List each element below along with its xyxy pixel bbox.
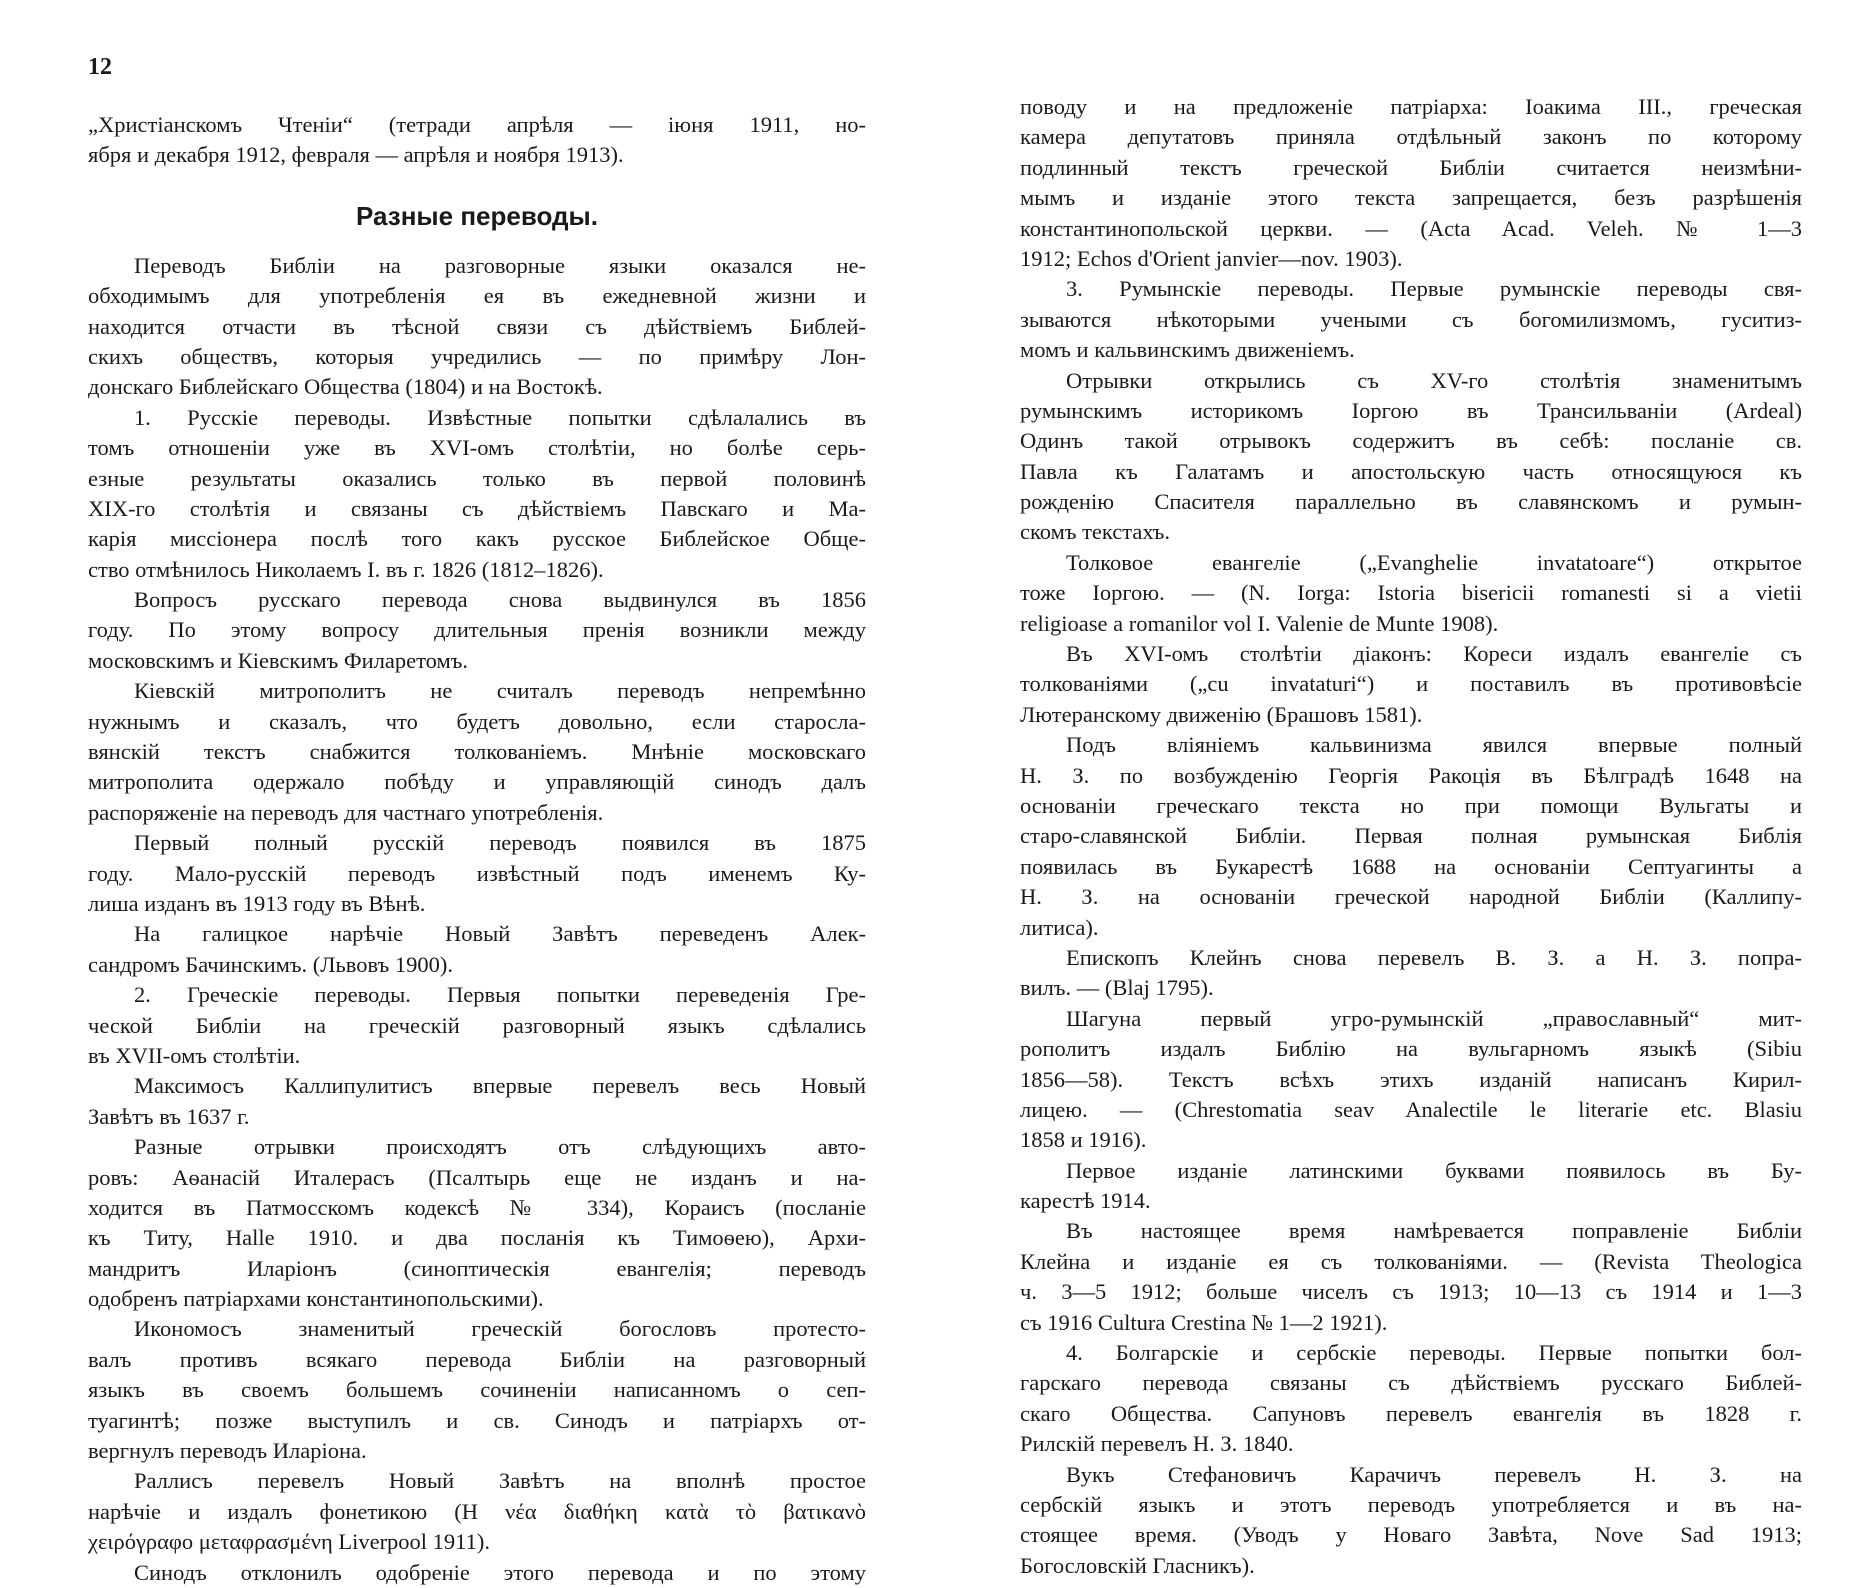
text-line: скаго Общества. Сапуновъ перевелъ евангелія въ 1828 г. <box>1020 1400 1802 1426</box>
text-line: старо-славянской Библіи. Первая полная румынская Библія <box>1020 823 1802 849</box>
text-line: Отрывки открылись съ XV-го столѣтія знаменитымъ <box>1066 367 1802 393</box>
text-line: подлинный текстъ греческой Библіи считается неизмѣни- <box>1020 154 1802 180</box>
right-text-block <box>1000 92 1800 1581</box>
text-line: толкованіями („cu invataturi“) и поставилъ въ противовѣсіе <box>1020 671 1802 697</box>
text-line: religioase a romanilor vol I. Valenie de Munte 1908). <box>1020 610 1499 636</box>
text-line: Максимосъ Каллипулитисъ впервые перевелъ весь Новый <box>134 1073 866 1099</box>
text-line: ровъ: Аѳанасій Италерасъ (Псалтырь еще не изданъ и на- <box>88 1164 866 1190</box>
text-line: Кіевскій митрополитъ не считалъ переводъ непремѣнно <box>134 678 866 704</box>
text-line: Раллисъ перевелъ Новый Завѣтъ на вполнѣ простое <box>134 1468 866 1494</box>
text-line: туагинтѣ; позже выступилъ и св. Синодъ и патріархъ от- <box>88 1407 866 1433</box>
left-page <box>0 0 900 1585</box>
text-line: Шагуна первый угро-румынскій „православный“ мит- <box>1066 1005 1802 1031</box>
text-line: въ XVII-омъ столѣтіи. <box>88 1042 301 1068</box>
text-line: сербскій языкъ и этотъ переводъ употребляется и въ на- <box>1020 1491 1802 1517</box>
text-line: Подъ вліяніемъ кальвинизма явился впервые полный <box>1066 732 1802 758</box>
text-line: Завѣтъ въ 1637 г. <box>88 1103 250 1129</box>
text-line: скихъ обществъ, которыя учредились — по примѣру Лон- <box>88 343 866 369</box>
text-line: рожденію Спасителя параллельно въ славянскомъ и румын- <box>1020 489 1802 515</box>
text-line: нарѣчіе и издалъ фонетикою (Η νέα διαθήκη κατὰ τὸ βατικανὸ <box>88 1498 866 1524</box>
text-line: ство отмѣнилось Николаемъ I. въ г. 1826 (1812–1826). <box>88 556 604 582</box>
intro-paragraph <box>0 110 900 171</box>
text-line: Лютеранскому движенію (Брашовъ 1581). <box>1020 701 1423 727</box>
text-line: Первое изданіе латинскими буквами появилось въ Бу- <box>1066 1157 1802 1183</box>
text-line: XIX-го столѣтія и связаны съ дѣйствіемъ Павскаго и Ма- <box>88 495 866 521</box>
text-line: 4. Болгарскіе и сербскіе переводы. Первые попытки бол- <box>1066 1340 1802 1366</box>
text-line: 1912; Echos d'Orient janvier—nov. 1903). <box>1020 245 1403 271</box>
text-line: скомъ текстахъ. <box>1020 519 1171 545</box>
text-line: камера депутатовъ приняла отдѣльный законъ по которому <box>1020 124 1802 150</box>
text-line: году. Мало-русскій переводъ извѣстный подъ именемъ Ку- <box>88 860 866 886</box>
text-line: Вопросъ русскаго перевода снова выдвинулся въ 1856 <box>134 587 866 613</box>
text-line: появилась въ Букарестѣ 1688 на основаніи Септуагинты а <box>1020 853 1802 879</box>
text-line: Переводъ Библіи на разговорные языки оказался не- <box>134 252 866 278</box>
text-line: поводу и на предложеніе патріарха: Іоакима III., греческая <box>1020 94 1802 119</box>
text-line: Рилскій перевелъ Н. З. 1840. <box>1020 1431 1294 1457</box>
text-line: езные результаты оказались только въ первой половинѣ <box>88 465 866 491</box>
text-line: основаніи греческаго текста но при помощи Вульгаты и <box>1020 792 1802 818</box>
right-page <box>1000 0 1802 1578</box>
text-line: съ 1916 Cultura Crestina № 1—2 1921). <box>1020 1309 1388 1335</box>
text-line: 1856—58). Текстъ всѣхъ этихъ изданій написанъ Кирил- <box>1020 1066 1802 1092</box>
section-heading: Разные переводы. <box>356 200 598 231</box>
text-line: Н. З. по возбужденію Георгія Ракоція въ Бѣлградѣ 1648 на <box>1020 762 1802 788</box>
text-line: Н. З. на основаніи греческой народной Библіи (Каллипу- <box>1020 884 1802 910</box>
text-line: донскаго Библейскаго Общества (1804) и на Востокѣ. <box>88 374 603 400</box>
text-line: ческой Библіи на греческій разговорный языкъ сдѣлались <box>88 1012 866 1038</box>
text-line: вергнулъ переводъ Иларіона. <box>88 1438 367 1464</box>
text-line: вилъ. — (Blaj 1795). <box>1020 975 1214 1001</box>
text-line: мымъ и изданіе этого текста запрещается, безъ разрѣшенія <box>1020 185 1802 211</box>
text-line: ч. 3—5 1912; больше чиселъ съ 1913; 10—13 съ 1914 и 1—3 <box>1020 1279 1802 1305</box>
text-line: Вукъ Стефановичъ Карачичъ перевелъ Н. З. на <box>1066 1461 1802 1487</box>
text-line: карестѣ 1914. <box>1020 1188 1151 1214</box>
text-line: карія миссіонера послѣ того какъ русское Библейское Обще- <box>88 526 866 552</box>
text-line: Первый полный русскій переводъ появился въ 1875 <box>134 830 866 856</box>
text-line: Въ настоящее время намѣревается поправленіе Библіи <box>1066 1218 1802 1244</box>
text-line: томъ отношеніи уже въ XVI-омъ столѣтіи, но болѣе серь- <box>88 435 866 461</box>
text-line: 1. Русскіе переводы. Извѣстные попытки сдѣлалались въ <box>134 404 866 430</box>
text-line: зываются нѣкоторыми учеными съ богомилизмомъ, гуситиз- <box>1020 306 1802 332</box>
text-line: обходимымъ для употребленія ея въ ежедневной жизни и <box>88 283 866 309</box>
text-line: Икономосъ знаменитый греческій богословъ протесто- <box>134 1316 866 1342</box>
text-line: году. По этому вопросу длительныя пренія возникли между <box>88 617 866 643</box>
text-line: Епископъ Клейнъ снова перевелъ В. З. а Н. З. попра- <box>1066 944 1802 970</box>
text-line: вянскій текстъ снабжится толкованіемъ. Мнѣніе московскаго <box>88 739 866 765</box>
text-line: рополитъ издалъ Библію на вульгарномъ языкѣ (Sibiu <box>1020 1036 1802 1062</box>
left-page-body <box>0 110 900 1588</box>
left-text-block <box>0 251 900 1588</box>
text-line: 1858 и 1916). <box>1020 1127 1147 1153</box>
text-line: нужнымъ и сказалъ, что будетъ довольно, если старосла- <box>88 708 866 734</box>
text-line: 3. Румынскіе переводы. Первые румынскіе переводы свя- <box>1066 276 1802 302</box>
text-line: тоже Іоргою. — (N. Iorga: Istoria bisericii romanesti si a vietii <box>1020 580 1802 606</box>
text-line: константинопольской церкви. — (Acta Acad. Veleh. № 1—3 <box>1020 215 1802 241</box>
text-line: момъ и кальвинскимъ движеніемъ. <box>1020 337 1355 363</box>
text-line: лицею. — (Chrestomatia seav Analectile le literarie etc. Blasiu <box>1020 1096 1802 1122</box>
text-line: χειρόγραφο μεταφρασμένη Liverpool 1911). <box>88 1529 490 1555</box>
text-line: валъ противъ всякаго перевода Библіи на разговорный <box>88 1346 866 1372</box>
text-line: гарскаго перевода связаны съ дѣйствіемъ русскаго Библей- <box>1020 1370 1802 1396</box>
text-line: одобренъ патріархами константинопольскими). <box>88 1286 544 1312</box>
text-line: лиша изданъ въ 1913 году въ Вѣнѣ. <box>88 890 426 916</box>
text-line: Толковое евангеліе („Evanghelie invatatoare“) открытое <box>1066 549 1802 575</box>
page-number: 12 <box>88 54 112 80</box>
text-line: Клейна и изданіе ея съ толкованіями. — (Revista Theologica <box>1020 1248 1802 1274</box>
text-line: распоряженіе на переводъ для частнаго употребленія. <box>88 799 604 825</box>
text-line: ходится въ Патмосскомъ кодексѣ № 334), Кораисъ (посланіе <box>88 1194 866 1220</box>
text-line: языкъ въ своемъ большемъ сочиненіи написанномъ о сеп- <box>88 1377 866 1403</box>
text-line: Павла къ Галатамъ и апостольскую часть относящуюся къ <box>1020 458 1802 484</box>
text-line: На галицкое нарѣчіе Новый Завѣтъ переведенъ Алек- <box>134 921 866 947</box>
text-line: Синодъ отклонилъ одобреніе этого перевода и по этому <box>134 1559 866 1585</box>
text-line: ября и декабря 1912, февраля — апрѣля и ноября 1913). <box>88 142 624 168</box>
text-line: Богословскій Гласникъ). <box>1020 1552 1255 1578</box>
text-line: Въ XVI-омъ столѣтіи діаконъ: Кореси издалъ евангеліе съ <box>1066 641 1802 667</box>
text-line: московскимъ и Кіевскимъ Филаретомъ. <box>88 647 469 673</box>
right-page-body <box>1000 92 1800 1581</box>
text-line: румынскимъ историкомъ Іоргою въ Трансильваніи (Ardeal) <box>1020 397 1802 423</box>
text-line: литиса). <box>1020 914 1099 940</box>
text-line: сандромъ Бачинскимъ. (Львовъ 1900). <box>88 951 453 977</box>
text-line: митрополита одержало побѣду и управляющій синодъ далъ <box>88 769 866 795</box>
text-line: 2. Греческіе переводы. Первыя попытки переведенія Гре- <box>134 982 866 1008</box>
text-line: „Христіанскомъ Чтеніи“ (тетради апрѣля — іюня 1911, но- <box>88 112 866 137</box>
text-line: къ Титу, Halle 1910. и два посланія къ Тимоѳею), Архи- <box>88 1225 866 1251</box>
text-line: стоящее время. (Уводъ у Новаго Завѣта, Nove Sad 1913; <box>1020 1522 1802 1548</box>
text-line: Одинъ такой отрывокъ содержитъ въ себѣ: посланіе св. <box>1020 428 1802 454</box>
text-line: Разные отрывки происходятъ отъ слѣдующихъ авто- <box>134 1134 866 1160</box>
text-line: мандритъ Иларіонъ (синоптическія евангелія; переводъ <box>88 1255 866 1281</box>
text-line: находится отчасти въ тѣсной связи съ дѣйствіемъ Библей- <box>88 313 866 339</box>
